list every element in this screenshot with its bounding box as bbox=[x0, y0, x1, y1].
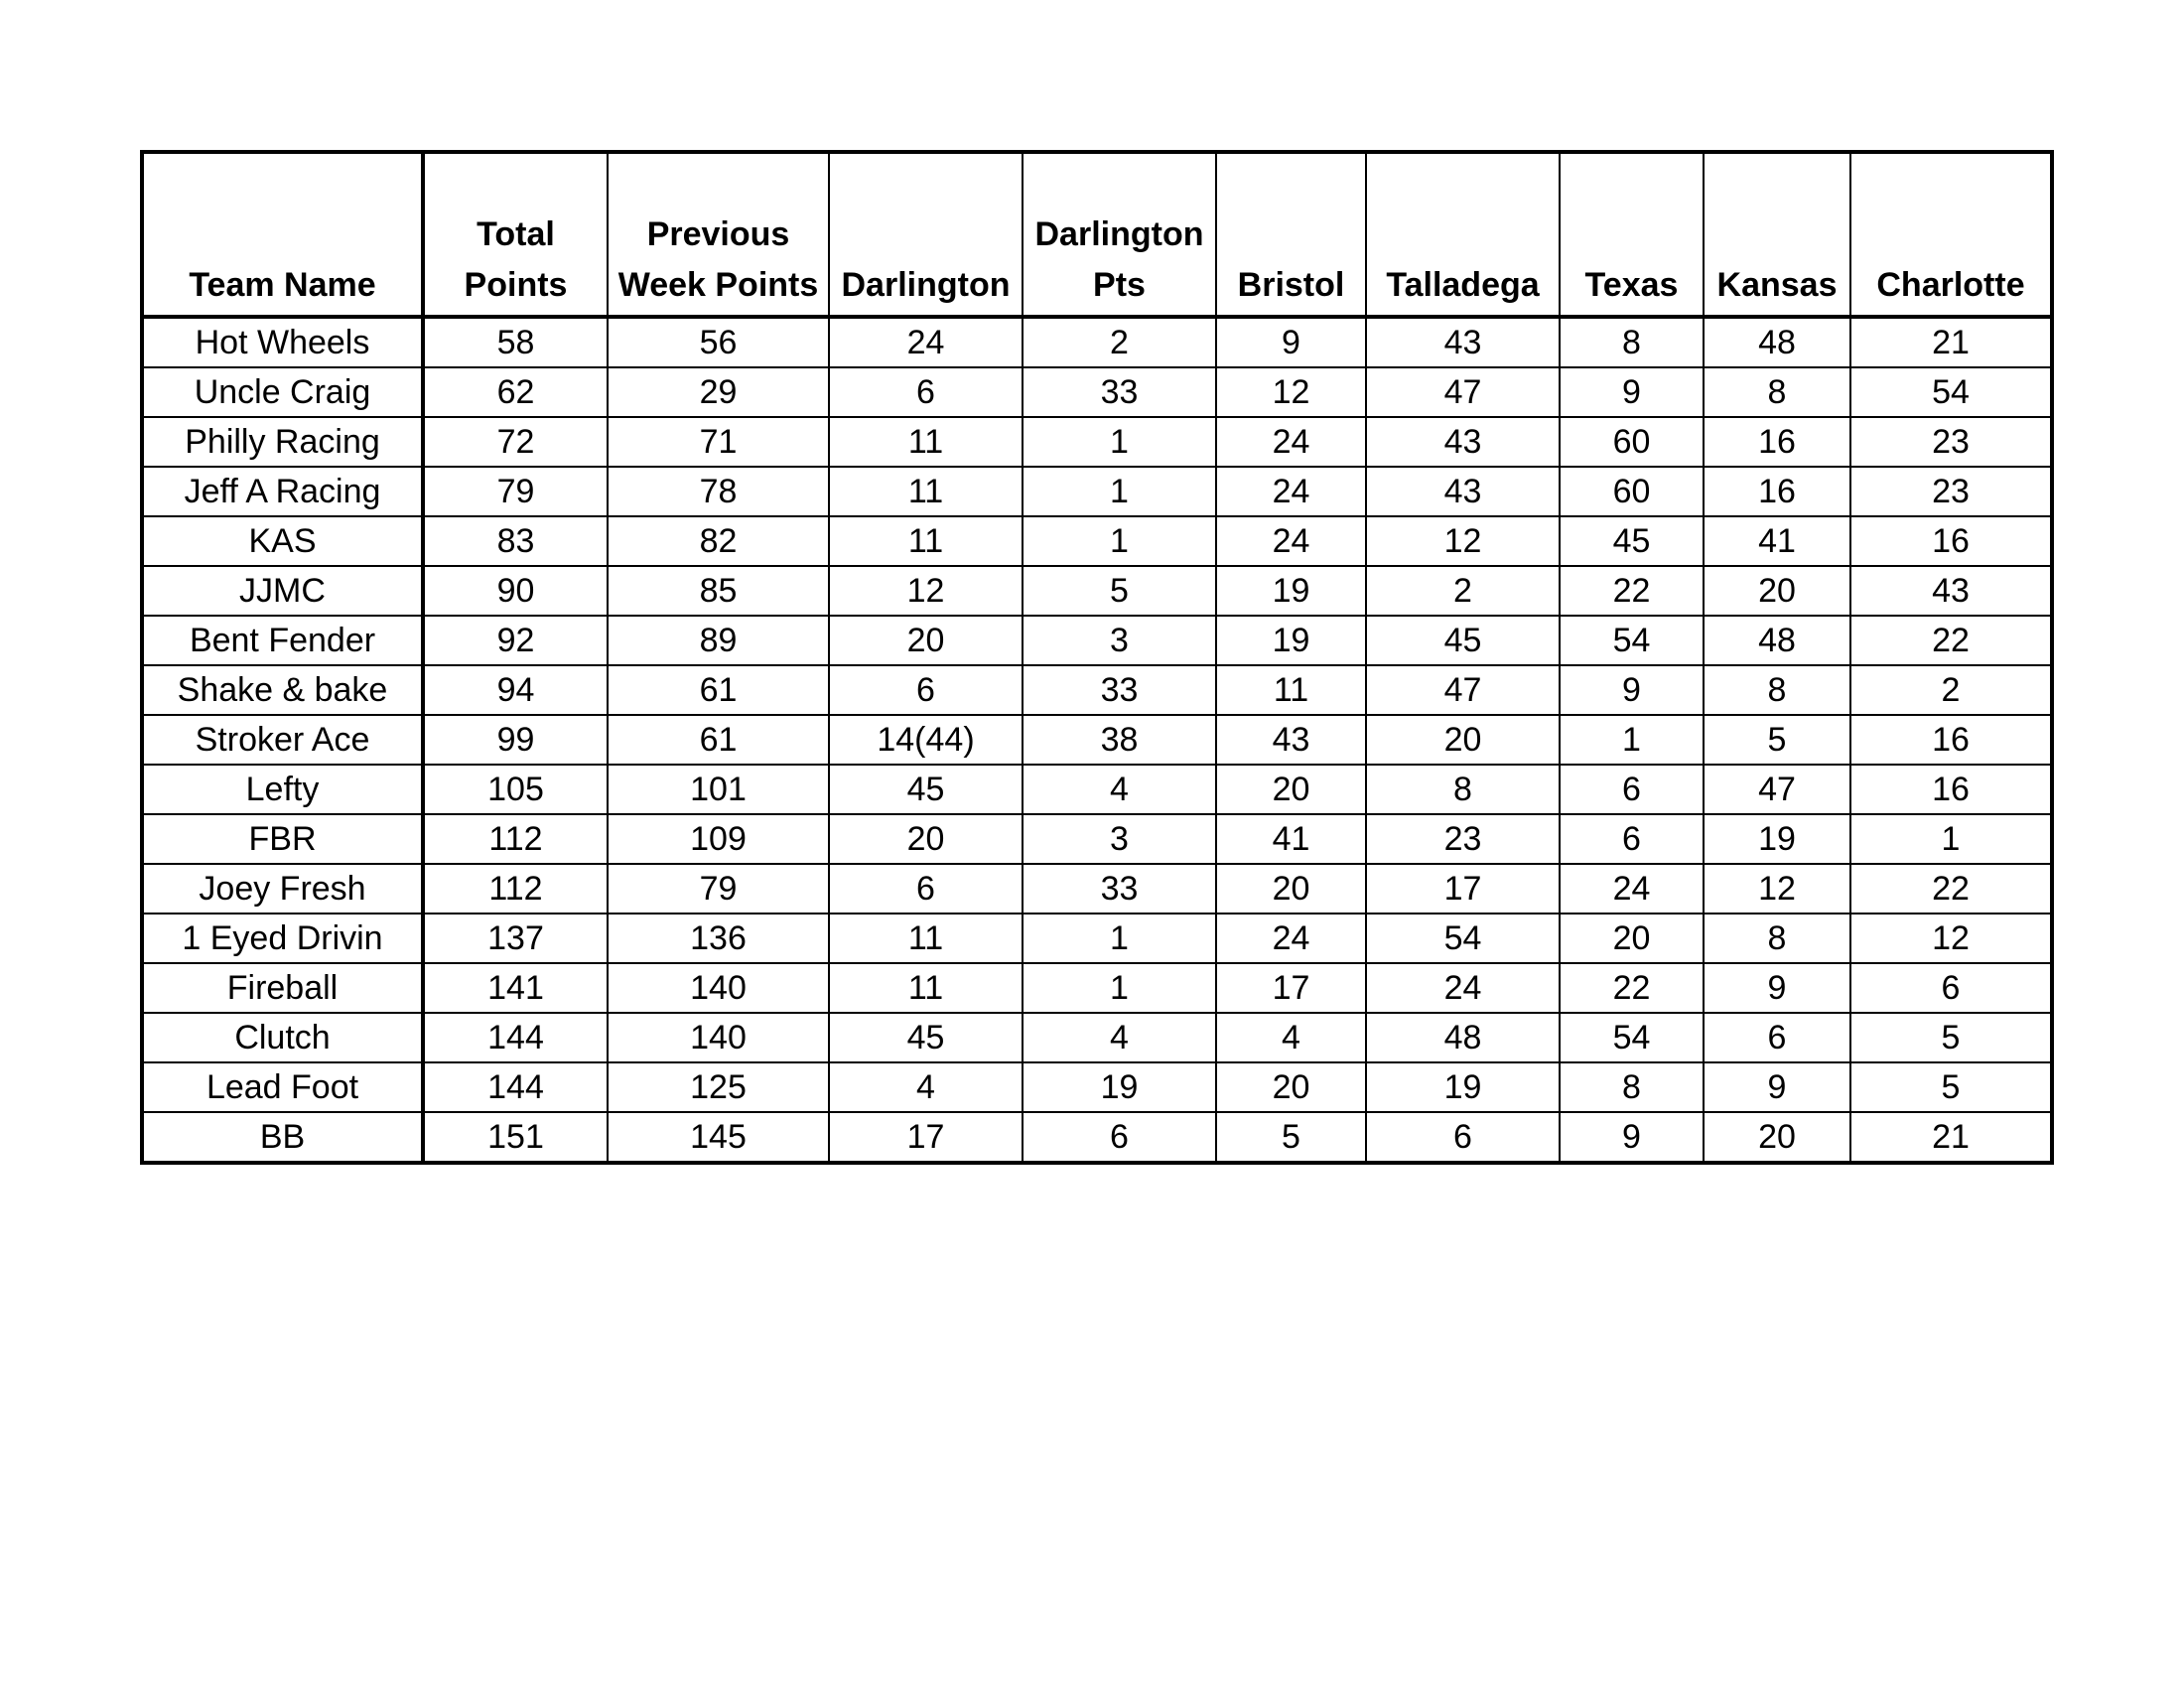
header-label-line: Charlotte bbox=[1876, 266, 2025, 304]
darlington-pts-cell: 19 bbox=[1023, 1062, 1216, 1112]
talladega-cell: 47 bbox=[1366, 367, 1560, 417]
talladega-cell: 19 bbox=[1366, 1062, 1560, 1112]
total-points-cell: 62 bbox=[423, 367, 608, 417]
darlington-cell: 6 bbox=[829, 864, 1023, 914]
kansas-cell: 12 bbox=[1704, 864, 1850, 914]
total-points-cell: 144 bbox=[423, 1013, 608, 1062]
header-charlotte bbox=[1850, 152, 2052, 317]
total-points-cell: 105 bbox=[423, 765, 608, 814]
previous-week-points-cell: 61 bbox=[608, 715, 829, 765]
table-row bbox=[142, 616, 2052, 665]
table-row bbox=[142, 367, 2052, 417]
table-row bbox=[142, 814, 2052, 864]
darlington-cell: 11 bbox=[829, 516, 1023, 566]
texas-cell: 54 bbox=[1560, 1013, 1704, 1062]
header-talladega bbox=[1366, 152, 1560, 317]
charlotte-cell: 2 bbox=[1850, 665, 2052, 715]
team-name-cell: Bent Fender bbox=[142, 616, 423, 665]
darlington-cell: 20 bbox=[829, 814, 1023, 864]
bristol-cell: 24 bbox=[1216, 417, 1366, 467]
talladega-cell: 45 bbox=[1366, 616, 1560, 665]
table-row bbox=[142, 715, 2052, 765]
darlington-pts-cell: 33 bbox=[1023, 864, 1216, 914]
table-row bbox=[142, 914, 2052, 963]
charlotte-cell: 23 bbox=[1850, 417, 2052, 467]
texas-cell: 20 bbox=[1560, 914, 1704, 963]
charlotte-cell: 16 bbox=[1850, 765, 2052, 814]
header-label-line: Texas bbox=[1584, 266, 1679, 304]
kansas-cell: 16 bbox=[1704, 417, 1850, 467]
charlotte-cell: 22 bbox=[1850, 616, 2052, 665]
talladega-cell: 8 bbox=[1366, 765, 1560, 814]
kansas-cell: 9 bbox=[1704, 963, 1850, 1013]
standings-table bbox=[140, 150, 2054, 1165]
total-points-cell: 90 bbox=[423, 566, 608, 616]
team-name-cell: BB bbox=[142, 1112, 423, 1163]
team-name-cell: Hot Wheels bbox=[142, 317, 423, 367]
talladega-cell: 43 bbox=[1366, 317, 1560, 367]
header-label-line: Darlington bbox=[841, 266, 1011, 304]
team-name-cell: Clutch bbox=[142, 1013, 423, 1062]
kansas-cell: 20 bbox=[1704, 566, 1850, 616]
previous-week-points-cell: 79 bbox=[608, 864, 829, 914]
charlotte-cell: 6 bbox=[1850, 963, 2052, 1013]
total-points-cell: 112 bbox=[423, 814, 608, 864]
bristol-cell: 19 bbox=[1216, 616, 1366, 665]
talladega-cell: 20 bbox=[1366, 715, 1560, 765]
charlotte-cell: 1 bbox=[1850, 814, 2052, 864]
previous-week-points-cell: 109 bbox=[608, 814, 829, 864]
darlington-cell: 6 bbox=[829, 665, 1023, 715]
charlotte-cell: 12 bbox=[1850, 914, 2052, 963]
total-points-cell: 141 bbox=[423, 963, 608, 1013]
charlotte-cell: 23 bbox=[1850, 467, 2052, 516]
kansas-cell: 6 bbox=[1704, 1013, 1850, 1062]
talladega-cell: 43 bbox=[1366, 417, 1560, 467]
header-bristol bbox=[1216, 152, 1366, 317]
team-name-cell: Lead Foot bbox=[142, 1062, 423, 1112]
talladega-cell: 12 bbox=[1366, 516, 1560, 566]
header-darlington bbox=[829, 152, 1023, 317]
header-previous-week-points bbox=[608, 152, 829, 317]
previous-week-points-cell: 29 bbox=[608, 367, 829, 417]
team-name-cell: Shake & bake bbox=[142, 665, 423, 715]
talladega-cell: 43 bbox=[1366, 467, 1560, 516]
texas-cell: 60 bbox=[1560, 467, 1704, 516]
previous-week-points-cell: 89 bbox=[608, 616, 829, 665]
bristol-cell: 20 bbox=[1216, 1062, 1366, 1112]
darlington-cell: 11 bbox=[829, 914, 1023, 963]
kansas-cell: 48 bbox=[1704, 616, 1850, 665]
charlotte-cell: 16 bbox=[1850, 516, 2052, 566]
header-team-name bbox=[142, 152, 423, 317]
header-label-line: Pts bbox=[1093, 266, 1146, 304]
table-row bbox=[142, 417, 2052, 467]
darlington-pts-cell: 1 bbox=[1023, 914, 1216, 963]
texas-cell: 6 bbox=[1560, 814, 1704, 864]
header-row bbox=[142, 152, 2052, 317]
header-label-line: Bristol bbox=[1237, 266, 1345, 304]
team-name-cell: Philly Racing bbox=[142, 417, 423, 467]
previous-week-points-cell: 140 bbox=[608, 963, 829, 1013]
charlotte-cell: 21 bbox=[1850, 1112, 2052, 1163]
darlington-cell: 11 bbox=[829, 467, 1023, 516]
header-total-points bbox=[423, 152, 608, 317]
kansas-cell: 8 bbox=[1704, 665, 1850, 715]
texas-cell: 1 bbox=[1560, 715, 1704, 765]
bristol-cell: 20 bbox=[1216, 864, 1366, 914]
darlington-cell: 12 bbox=[829, 566, 1023, 616]
bristol-cell: 24 bbox=[1216, 516, 1366, 566]
table-row bbox=[142, 467, 2052, 516]
kansas-cell: 16 bbox=[1704, 467, 1850, 516]
team-name-cell: Uncle Craig bbox=[142, 367, 423, 417]
total-points-cell: 92 bbox=[423, 616, 608, 665]
table-row bbox=[142, 516, 2052, 566]
bristol-cell: 4 bbox=[1216, 1013, 1366, 1062]
texas-cell: 60 bbox=[1560, 417, 1704, 467]
previous-week-points-cell: 125 bbox=[608, 1062, 829, 1112]
table-row bbox=[142, 1112, 2052, 1163]
team-name-cell: KAS bbox=[142, 516, 423, 566]
team-name-cell: 1 Eyed Drivin bbox=[142, 914, 423, 963]
texas-cell: 45 bbox=[1560, 516, 1704, 566]
talladega-cell: 48 bbox=[1366, 1013, 1560, 1062]
darlington-cell: 45 bbox=[829, 765, 1023, 814]
talladega-cell: 2 bbox=[1366, 566, 1560, 616]
kansas-cell: 19 bbox=[1704, 814, 1850, 864]
previous-week-points-cell: 61 bbox=[608, 665, 829, 715]
talladega-cell: 47 bbox=[1366, 665, 1560, 715]
table-row bbox=[142, 665, 2052, 715]
kansas-cell: 8 bbox=[1704, 914, 1850, 963]
talladega-cell: 24 bbox=[1366, 963, 1560, 1013]
darlington-pts-cell: 1 bbox=[1023, 516, 1216, 566]
total-points-cell: 112 bbox=[423, 864, 608, 914]
header-label-line: Points bbox=[464, 266, 568, 304]
previous-week-points-cell: 56 bbox=[608, 317, 829, 367]
texas-cell: 9 bbox=[1560, 1112, 1704, 1163]
darlington-cell: 6 bbox=[829, 367, 1023, 417]
bristol-cell: 11 bbox=[1216, 665, 1366, 715]
previous-week-points-cell: 71 bbox=[608, 417, 829, 467]
darlington-pts-cell: 2 bbox=[1023, 317, 1216, 367]
header-label-line: Kansas bbox=[1716, 266, 1838, 304]
kansas-cell: 9 bbox=[1704, 1062, 1850, 1112]
charlotte-cell: 5 bbox=[1850, 1062, 2052, 1112]
darlington-pts-cell: 1 bbox=[1023, 417, 1216, 467]
header-darlington-pts bbox=[1023, 152, 1216, 317]
previous-week-points-cell: 85 bbox=[608, 566, 829, 616]
darlington-cell: 11 bbox=[829, 963, 1023, 1013]
team-name-cell: Joey Fresh bbox=[142, 864, 423, 914]
team-name-cell: Jeff A Racing bbox=[142, 467, 423, 516]
kansas-cell: 48 bbox=[1704, 317, 1850, 367]
darlington-cell: 20 bbox=[829, 616, 1023, 665]
table-body bbox=[142, 317, 2052, 1163]
darlington-cell: 24 bbox=[829, 317, 1023, 367]
bristol-cell: 12 bbox=[1216, 367, 1366, 417]
header-kansas bbox=[1704, 152, 1850, 317]
darlington-pts-cell: 1 bbox=[1023, 467, 1216, 516]
header-label-line: Total bbox=[477, 215, 555, 253]
darlington-pts-cell: 38 bbox=[1023, 715, 1216, 765]
total-points-cell: 58 bbox=[423, 317, 608, 367]
texas-cell: 9 bbox=[1560, 367, 1704, 417]
darlington-pts-cell: 4 bbox=[1023, 1013, 1216, 1062]
total-points-cell: 99 bbox=[423, 715, 608, 765]
table-row bbox=[142, 864, 2052, 914]
texas-cell: 22 bbox=[1560, 566, 1704, 616]
charlotte-cell: 21 bbox=[1850, 317, 2052, 367]
charlotte-cell: 5 bbox=[1850, 1013, 2052, 1062]
bristol-cell: 20 bbox=[1216, 765, 1366, 814]
kansas-cell: 47 bbox=[1704, 765, 1850, 814]
charlotte-cell: 16 bbox=[1850, 715, 2052, 765]
total-points-cell: 83 bbox=[423, 516, 608, 566]
total-points-cell: 79 bbox=[423, 467, 608, 516]
darlington-pts-cell: 5 bbox=[1023, 566, 1216, 616]
team-name-cell: JJMC bbox=[142, 566, 423, 616]
bristol-cell: 24 bbox=[1216, 914, 1366, 963]
table-row bbox=[142, 317, 2052, 367]
previous-week-points-cell: 136 bbox=[608, 914, 829, 963]
team-name-cell: Fireball bbox=[142, 963, 423, 1013]
total-points-cell: 137 bbox=[423, 914, 608, 963]
kansas-cell: 5 bbox=[1704, 715, 1850, 765]
table-row bbox=[142, 1013, 2052, 1062]
kansas-cell: 8 bbox=[1704, 367, 1850, 417]
darlington-pts-cell: 3 bbox=[1023, 616, 1216, 665]
texas-cell: 22 bbox=[1560, 963, 1704, 1013]
header-label-line: Week Points bbox=[617, 266, 819, 304]
darlington-pts-cell: 6 bbox=[1023, 1112, 1216, 1163]
team-name-cell: FBR bbox=[142, 814, 423, 864]
previous-week-points-cell: 78 bbox=[608, 467, 829, 516]
darlington-cell: 45 bbox=[829, 1013, 1023, 1062]
charlotte-cell: 22 bbox=[1850, 864, 2052, 914]
bristol-cell: 19 bbox=[1216, 566, 1366, 616]
total-points-cell: 94 bbox=[423, 665, 608, 715]
previous-week-points-cell: 145 bbox=[608, 1112, 829, 1163]
texas-cell: 8 bbox=[1560, 1062, 1704, 1112]
darlington-pts-cell: 1 bbox=[1023, 963, 1216, 1013]
charlotte-cell: 43 bbox=[1850, 566, 2052, 616]
header-label-line: Darlington bbox=[1034, 215, 1204, 253]
total-points-cell: 144 bbox=[423, 1062, 608, 1112]
bristol-cell: 9 bbox=[1216, 317, 1366, 367]
bristol-cell: 17 bbox=[1216, 963, 1366, 1013]
kansas-cell: 20 bbox=[1704, 1112, 1850, 1163]
total-points-cell: 72 bbox=[423, 417, 608, 467]
darlington-pts-cell: 3 bbox=[1023, 814, 1216, 864]
darlington-pts-cell: 33 bbox=[1023, 665, 1216, 715]
bristol-cell: 41 bbox=[1216, 814, 1366, 864]
texas-cell: 6 bbox=[1560, 765, 1704, 814]
bristol-cell: 5 bbox=[1216, 1112, 1366, 1163]
texas-cell: 8 bbox=[1560, 317, 1704, 367]
talladega-cell: 54 bbox=[1366, 914, 1560, 963]
texas-cell: 24 bbox=[1560, 864, 1704, 914]
charlotte-cell: 54 bbox=[1850, 367, 2052, 417]
header-texas bbox=[1560, 152, 1704, 317]
header-label-line: Talladega bbox=[1386, 266, 1540, 304]
darlington-pts-cell: 33 bbox=[1023, 367, 1216, 417]
darlington-cell: 14(44) bbox=[829, 715, 1023, 765]
darlington-pts-cell: 4 bbox=[1023, 765, 1216, 814]
darlington-cell: 17 bbox=[829, 1112, 1023, 1163]
table-row bbox=[142, 1062, 2052, 1112]
previous-week-points-cell: 140 bbox=[608, 1013, 829, 1062]
table-row bbox=[142, 566, 2052, 616]
talladega-cell: 23 bbox=[1366, 814, 1560, 864]
bristol-cell: 43 bbox=[1216, 715, 1366, 765]
talladega-cell: 17 bbox=[1366, 864, 1560, 914]
texas-cell: 9 bbox=[1560, 665, 1704, 715]
header-label-line: Previous bbox=[646, 215, 790, 253]
bristol-cell: 24 bbox=[1216, 467, 1366, 516]
table-row bbox=[142, 765, 2052, 814]
header-label-line: Team Name bbox=[189, 266, 376, 304]
team-name-cell: Lefty bbox=[142, 765, 423, 814]
team-name-cell: Stroker Ace bbox=[142, 715, 423, 765]
darlington-cell: 11 bbox=[829, 417, 1023, 467]
texas-cell: 54 bbox=[1560, 616, 1704, 665]
darlington-cell: 4 bbox=[829, 1062, 1023, 1112]
previous-week-points-cell: 82 bbox=[608, 516, 829, 566]
kansas-cell: 41 bbox=[1704, 516, 1850, 566]
table-row bbox=[142, 963, 2052, 1013]
previous-week-points-cell: 101 bbox=[608, 765, 829, 814]
total-points-cell: 151 bbox=[423, 1112, 608, 1163]
talladega-cell: 6 bbox=[1366, 1112, 1560, 1163]
